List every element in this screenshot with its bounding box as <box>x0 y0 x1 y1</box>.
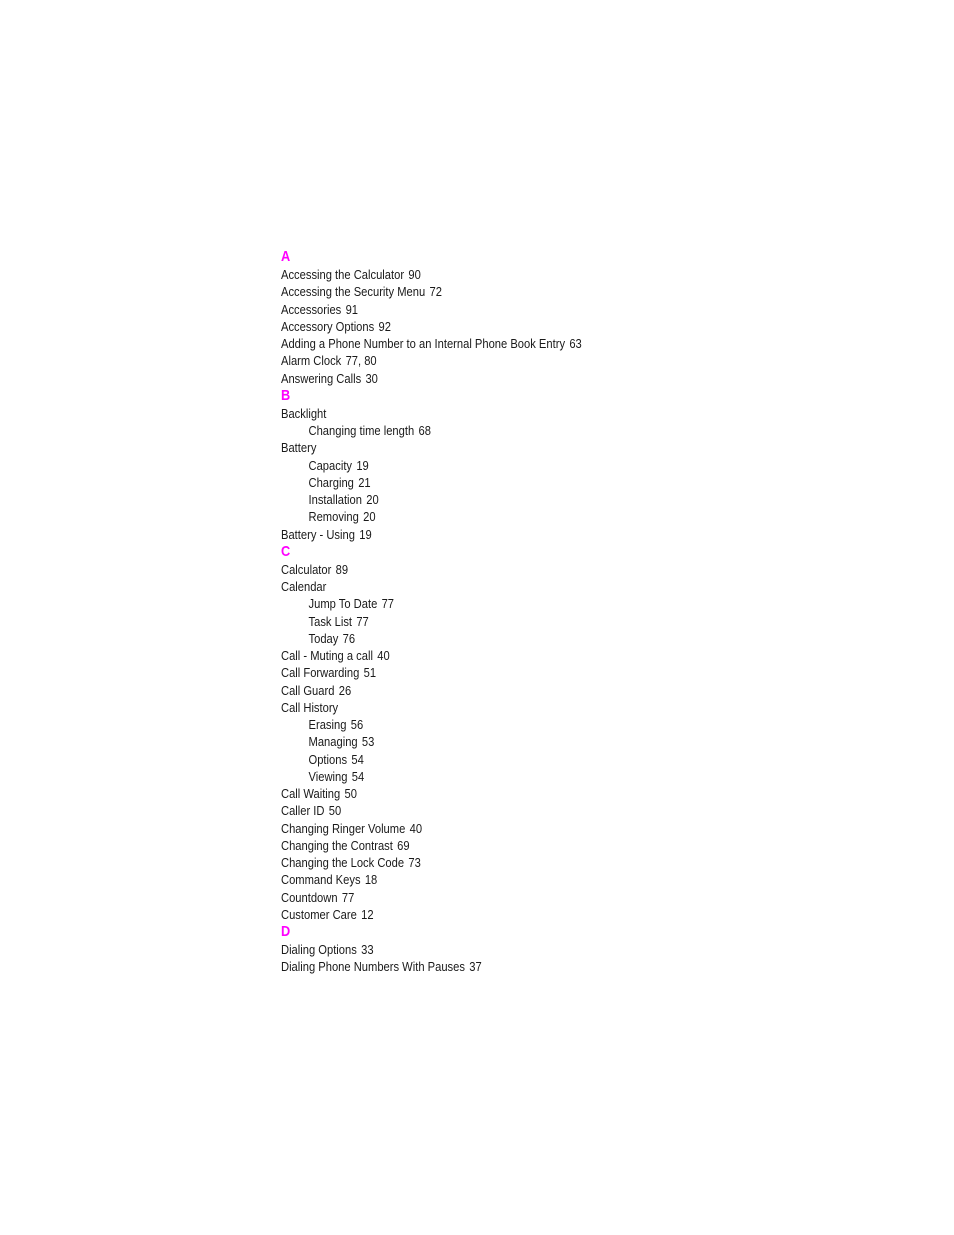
index-list <box>281 248 881 976</box>
index-entry <box>281 854 797 871</box>
entry-page-number: 77 <box>381 596 395 612</box>
entry-text: Accessory Options <box>281 318 375 334</box>
entry-text: Viewing <box>308 768 348 784</box>
entry-page-number: 53 <box>361 734 375 750</box>
entry-page-number: 33 <box>361 942 374 957</box>
entry-page-number: 40 <box>409 820 423 836</box>
index-subentry <box>281 474 797 491</box>
entry-text: Capacity <box>308 457 353 473</box>
entry-text: Answering Calls <box>281 370 362 386</box>
entry-page-number: 77 <box>341 889 355 905</box>
entry-text: Call - Muting a call <box>281 648 373 663</box>
entry-text: Accessories <box>281 301 342 317</box>
index-subentry <box>281 716 797 733</box>
entry-text: Accessing the Calculator <box>281 267 405 282</box>
entry-text: Managing <box>308 734 358 750</box>
index-entry <box>281 405 797 422</box>
index-entry <box>281 837 797 854</box>
index-entry <box>281 283 797 300</box>
index-entry <box>281 906 797 923</box>
index-subentry <box>281 733 797 750</box>
entry-text: Accessing the Security Menu <box>281 284 426 300</box>
index-entry <box>281 682 797 699</box>
index-entry <box>281 335 797 352</box>
index-entry <box>281 647 797 664</box>
entry-page-number: 56 <box>350 717 364 732</box>
entry-text: Dialing Phone Numbers With Pauses <box>281 959 465 975</box>
entry-text: Changing time length <box>308 423 415 438</box>
entry-text: Charging <box>308 474 354 490</box>
index-subentry <box>281 630 797 647</box>
entry-text: Alarm Clock <box>281 353 342 369</box>
index-entry <box>281 941 797 958</box>
index-entry <box>281 664 797 681</box>
entry-text: Call History <box>281 699 339 715</box>
entry-page-number: 90 <box>408 267 421 282</box>
entry-page-number: 50 <box>344 786 357 801</box>
entry-text: Command Keys <box>281 872 361 888</box>
entry-page-number: 77 <box>356 613 369 629</box>
entry-text: Backlight <box>281 405 327 421</box>
entry-page-number: 19 <box>356 457 369 473</box>
index-subentry <box>281 491 797 508</box>
entry-text: Changing the Contrast <box>281 837 393 853</box>
entry-text: Dialing Options <box>281 942 357 957</box>
index-subentry <box>281 508 797 525</box>
entry-page-number: 21 <box>358 474 371 490</box>
entry-text: Changing the Lock Code <box>281 855 405 870</box>
entry-page-number: 54 <box>351 768 365 784</box>
entry-page-number: 73 <box>408 855 421 870</box>
entry-page-number: 72 <box>429 284 442 300</box>
entry-text: Installation <box>308 492 362 507</box>
index-entry <box>281 699 797 716</box>
index-entry <box>281 561 797 578</box>
section-letter-d: D <box>281 923 291 940</box>
index-entry <box>281 889 797 906</box>
entry-page-number: 54 <box>351 751 364 767</box>
index-entry <box>281 301 797 318</box>
entry-page-number: 37 <box>469 959 482 975</box>
index-entry <box>281 802 797 819</box>
entry-page-number: 92 <box>378 318 391 334</box>
entry-page-number: 89 <box>335 561 349 577</box>
section-letter-b: B <box>281 386 291 404</box>
entry-page-number: 12 <box>361 906 374 922</box>
entry-text: Call Guard <box>281 682 335 698</box>
index-entry <box>281 370 797 387</box>
entry-page-number: 20 <box>363 509 376 525</box>
index-subentry <box>281 457 797 474</box>
entry-text: Call Waiting <box>281 786 341 801</box>
section-letter-c: C <box>281 542 291 560</box>
entry-page-number: 63 <box>569 336 582 351</box>
entry-text: Jump To Date <box>308 596 378 612</box>
entry-page-number: 77, 80 <box>345 353 377 369</box>
index-entry <box>281 578 797 595</box>
entry-text: Caller ID <box>281 803 325 819</box>
index-entry <box>281 266 797 283</box>
index-subentry <box>281 768 797 785</box>
index-entry <box>281 958 797 975</box>
index-subentry <box>281 613 797 630</box>
section-letter-a: A <box>281 248 291 265</box>
index-subentry <box>281 422 797 439</box>
entry-text: Task List <box>308 613 353 629</box>
entry-page-number: 68 <box>418 423 431 438</box>
entry-text: Battery - Using <box>281 526 355 542</box>
entry-page-number: 91 <box>345 301 359 317</box>
index-entry <box>281 820 797 837</box>
entry-page-number: 50 <box>328 803 342 819</box>
entry-page-number: 51 <box>363 665 377 681</box>
entry-page-number: 40 <box>377 648 390 663</box>
entry-text: Adding a Phone Number to an Internal Phone Book Entry <box>281 336 566 351</box>
entry-text: Removing <box>308 509 359 525</box>
index-entry <box>281 439 797 456</box>
entry-text: Call Forwarding <box>281 665 360 681</box>
entry-text: Options <box>308 751 348 767</box>
entry-text: Calendar <box>281 579 327 594</box>
index-entry <box>281 352 797 369</box>
entry-page-number: 30 <box>365 370 378 386</box>
index-entry <box>281 318 797 335</box>
entry-text: Battery <box>281 440 317 456</box>
entry-page-number: 18 <box>364 872 378 888</box>
entry-text: Today <box>308 630 339 646</box>
index-entry <box>281 871 797 888</box>
entry-text: Customer Care <box>281 906 357 922</box>
entry-page-number: 19 <box>359 526 372 542</box>
index-entry <box>281 785 797 802</box>
entry-page-number: 69 <box>397 837 410 853</box>
index-subentry <box>281 751 797 768</box>
entry-text: Changing Ringer Volume <box>281 820 406 836</box>
index-subentry <box>281 595 797 612</box>
entry-page-number: 20 <box>366 492 379 507</box>
entry-text: Calculator <box>281 561 332 577</box>
index-entry <box>281 526 797 543</box>
entry-text: Countdown <box>281 889 338 905</box>
entry-page-number: 26 <box>338 682 352 698</box>
entry-text: Erasing <box>308 717 347 732</box>
entry-page-number: 76 <box>342 630 356 646</box>
